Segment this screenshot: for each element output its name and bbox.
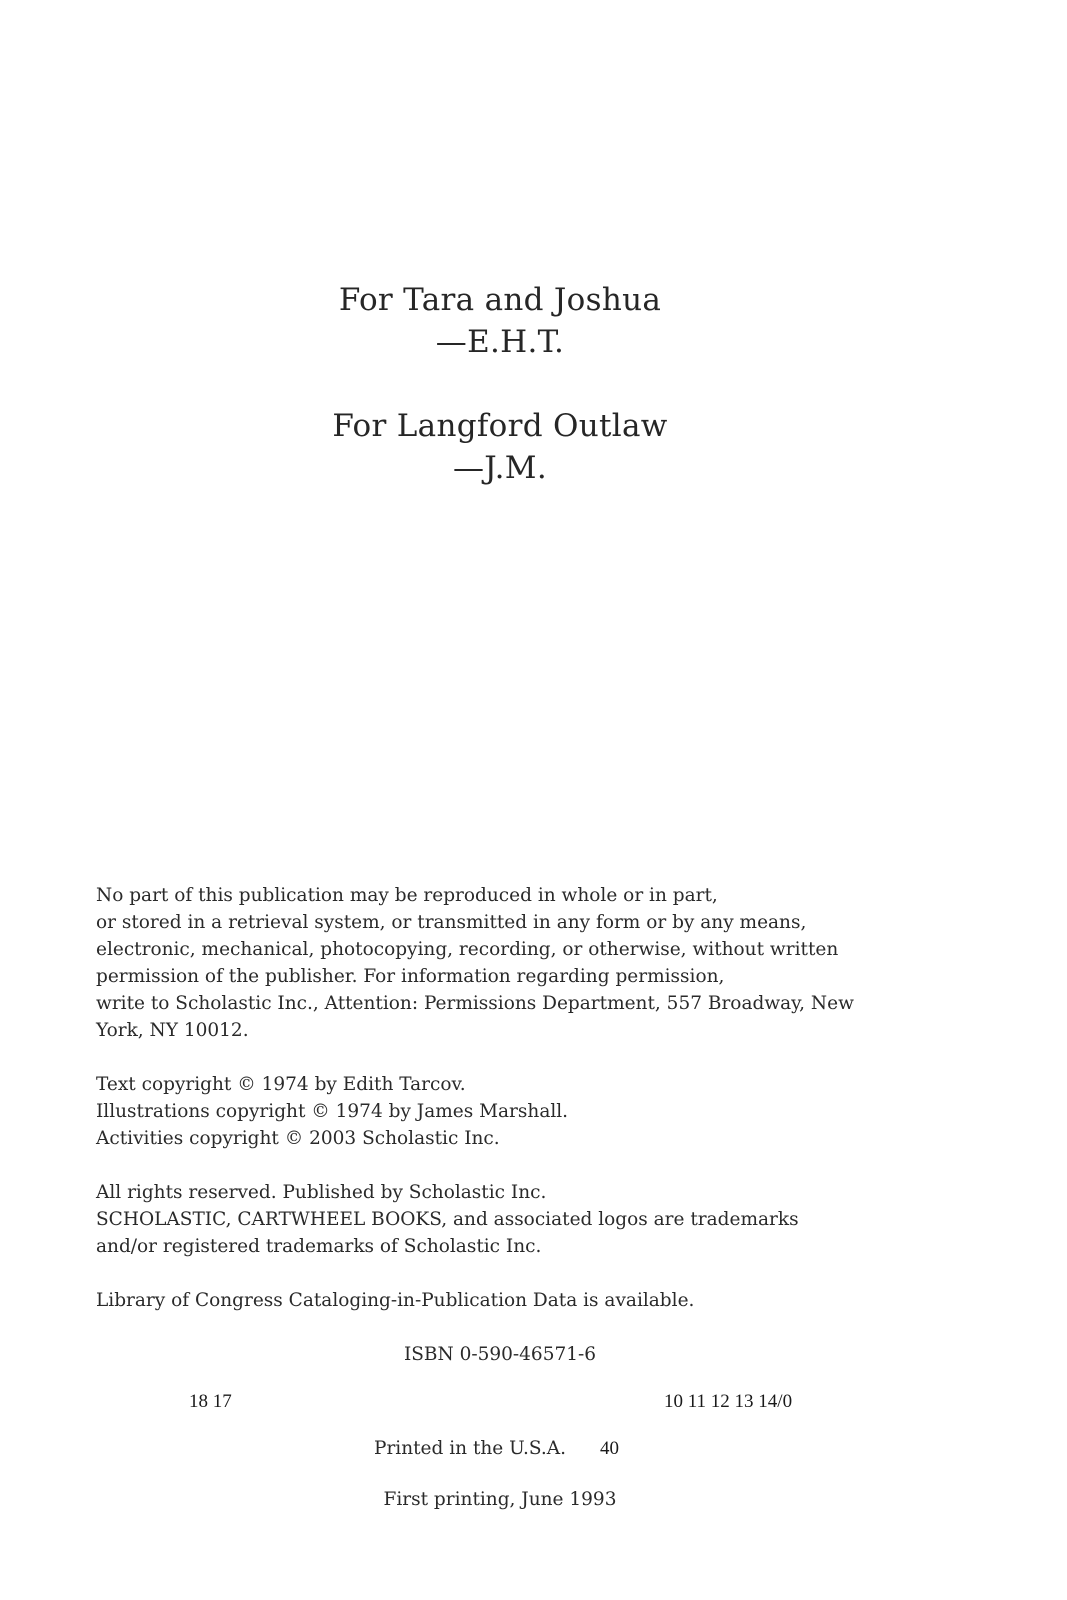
dedication-tara-joshua bbox=[0, 279, 1000, 363]
dedication-line: For Langford Outlaw bbox=[332, 408, 668, 444]
permissions-line: or stored in a retrieval system, or transmitted in any form or by any means, bbox=[96, 912, 807, 933]
dedication-signature: —E.H.T. bbox=[435, 324, 565, 360]
printline-left: 18 17 bbox=[189, 1391, 232, 1412]
permissions-line: permission of the publisher. For information regarding permission, bbox=[96, 966, 725, 987]
copyright-line: Activities copyright © 2003 Scholastic Inc. bbox=[96, 1128, 500, 1149]
rights-line: and/or registered trademarks of Scholastic Inc. bbox=[96, 1236, 542, 1257]
printed-in-label: Printed in the U.S.A. bbox=[374, 1438, 567, 1459]
dedication-signature: —J.M. bbox=[453, 450, 547, 486]
dedication-langford-outlaw bbox=[0, 405, 1000, 489]
first-printing: First printing, June 1993 bbox=[383, 1489, 617, 1510]
permissions-line: write to Scholastic Inc., Attention: Permissions Department, 557 Broadway, New bbox=[96, 993, 854, 1014]
cip-notice bbox=[96, 1287, 976, 1314]
permissions-line: York, NY 10012. bbox=[96, 1020, 249, 1041]
rights-notice bbox=[96, 1179, 976, 1260]
copyright-line: Illustrations copyright © 1974 by James Marshall. bbox=[96, 1101, 569, 1122]
printline-right: 10 11 12 13 14/0 bbox=[664, 1391, 793, 1412]
rights-line: SCHOLASTIC, CARTWHEEL BOOKS, and associated logos are trademarks bbox=[96, 1209, 799, 1230]
cip-line: Library of Congress Cataloging-in-Publication Data is available. bbox=[96, 1290, 695, 1311]
isbn: ISBN 0-590-46571-6 bbox=[403, 1344, 597, 1365]
rights-line: All rights reserved. Published by Scholastic Inc. bbox=[96, 1182, 547, 1203]
permissions-line: No part of this publication may be reproduced in whole or in part, bbox=[96, 885, 718, 906]
permissions-line: electronic, mechanical, photocopying, recording, or otherwise, without written bbox=[96, 939, 839, 960]
permissions-notice bbox=[96, 882, 976, 1044]
dedication-line: For Tara and Joshua bbox=[338, 282, 662, 318]
copyright-notice bbox=[96, 1071, 976, 1152]
printed-code: 40 bbox=[600, 1438, 619, 1459]
copyright-line: Text copyright © 1974 by Edith Tarcov. bbox=[96, 1074, 466, 1095]
